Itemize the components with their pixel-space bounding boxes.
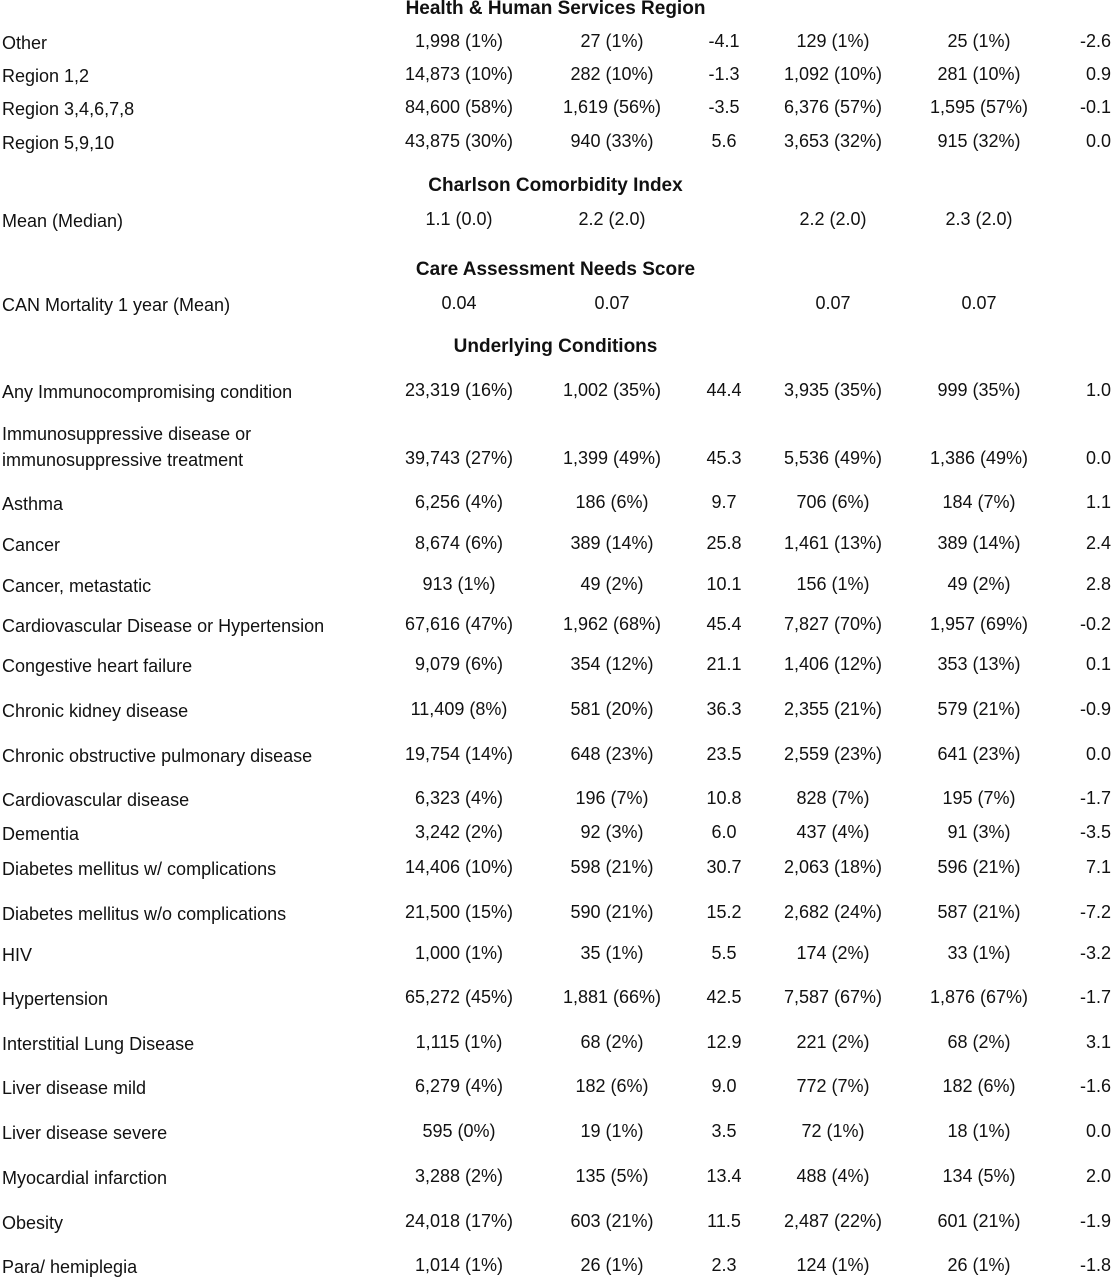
cell-value: 182 (6%) [575, 1076, 649, 1096]
cell-value: 587 (21%) [937, 902, 1021, 922]
cell-value: 1.0 [1085, 380, 1111, 400]
cell-value: -7.2 [1079, 902, 1111, 922]
cell-value: 1,406 (12%) [783, 654, 883, 674]
cell-value: 1,962 (68%) [562, 614, 662, 634]
cell-value: 134 (5%) [942, 1166, 1016, 1186]
row-label: Cancer [2, 535, 61, 555]
cell-value: 19,754 (14%) [404, 744, 514, 764]
cell-value: 11.5 [707, 1211, 741, 1231]
cell-value: -4.1 [708, 31, 740, 51]
cell-value: 221 (2%) [796, 1032, 870, 1052]
cell-value: 30.7 [706, 857, 742, 877]
cell-value: 72 (1%) [801, 1121, 865, 1141]
cell-value: -1.7 [1079, 788, 1111, 808]
cell-value: 2.8 [1085, 574, 1111, 594]
cell-value: 1,002 (35%) [562, 380, 662, 400]
cell-value: 2,682 (24%) [783, 902, 883, 922]
cell-value: 67,616 (47%) [404, 614, 514, 634]
cell-value: 1,957 (69%) [929, 614, 1029, 634]
cell-value: 174 (2%) [796, 943, 870, 963]
row-label: Diabetes mellitus w/ complications [2, 859, 277, 879]
cell-value: 603 (21%) [570, 1211, 654, 1231]
cell-value: 3,288 (2%) [414, 1166, 504, 1186]
cell-value: 2.3 [711, 1255, 737, 1275]
cell-value: 84,600 (58%) [404, 97, 514, 117]
section-heading-can-score: Care Assessment Needs Score [415, 259, 696, 280]
cell-value: 129 (1%) [796, 31, 870, 51]
cell-value: 1,595 (57%) [929, 97, 1029, 117]
cell-value: 124 (1%) [796, 1255, 870, 1275]
cell-value: 9.7 [711, 492, 737, 512]
cell-value: 33 (1%) [947, 943, 1011, 963]
cell-value: 828 (7%) [796, 788, 870, 808]
cell-value: 1,115 (1%) [415, 1032, 503, 1052]
row-label: Interstitial Lung Disease [2, 1034, 195, 1054]
cell-value: 0.07 [594, 293, 630, 313]
cell-value: 354 (12%) [570, 654, 654, 674]
cell-value: 18 (1%) [947, 1121, 1011, 1141]
cell-value: 3,653 (32%) [783, 131, 883, 151]
cell-value: 1,386 (49%) [929, 448, 1029, 468]
cell-value: 2.2 (2.0) [578, 209, 646, 229]
cell-value: 648 (23%) [570, 744, 654, 764]
cell-value: 0.0 [1085, 744, 1111, 764]
cell-value: 21.1 [706, 654, 742, 674]
cell-value: -3.5 [1079, 822, 1111, 842]
cell-value: 43,875 (30%) [404, 131, 514, 151]
cell-value: -0.2 [1079, 614, 1111, 634]
cell-value: 1.1 (0.0) [425, 209, 493, 229]
cell-value: 36.3 [706, 699, 742, 719]
cell-value: -2.6 [1079, 31, 1111, 51]
cell-value: 42.5 [706, 987, 742, 1007]
row-label: Region 5,9,10 [2, 133, 115, 153]
cell-value: 45.3 [706, 448, 742, 468]
cell-value: 2,355 (21%) [783, 699, 883, 719]
cell-value: 282 (10%) [570, 64, 654, 84]
cell-value: 14,406 (10%) [404, 857, 514, 877]
cell-value: 706 (6%) [796, 492, 870, 512]
cell-value: 0.0 [1085, 1121, 1111, 1141]
cell-value: 1,998 (1%) [414, 31, 504, 51]
row-label: Cancer, metastatic [2, 576, 152, 596]
cell-value: 0.9 [1085, 64, 1111, 84]
cell-value: 1,619 (56%) [562, 97, 662, 117]
cell-value: 0.04 [441, 293, 477, 313]
cell-value: 2,559 (23%) [783, 744, 883, 764]
cell-value: 596 (21%) [937, 857, 1021, 877]
cell-value: 23.5 [706, 744, 742, 764]
cell-value: 182 (6%) [942, 1076, 1016, 1096]
section-heading-charlson: Charlson Comorbidity Index [428, 175, 683, 196]
cell-value: 135 (5%) [575, 1166, 649, 1186]
row-label: CAN Mortality 1 year (Mean) [2, 295, 231, 315]
cell-value: 44.4 [706, 380, 742, 400]
cell-value: 196 (7%) [575, 788, 649, 808]
cell-value: 23,319 (16%) [404, 380, 514, 400]
cell-value: 2.4 [1085, 533, 1111, 553]
cell-value: 0.0 [1085, 448, 1111, 468]
cell-value: 27 (1%) [580, 31, 644, 51]
cell-value: 1,881 (66%) [562, 987, 662, 1007]
cell-value: 11,409 (8%) [410, 699, 508, 719]
row-label: Other [2, 33, 48, 53]
cell-value: 601 (21%) [937, 1211, 1021, 1231]
cell-value: 5.5 [711, 943, 737, 963]
cell-value: 1,000 (1%) [414, 943, 504, 963]
cell-value: 21,500 (15%) [404, 902, 514, 922]
cell-value: 2,063 (18%) [783, 857, 883, 877]
cell-value: 590 (21%) [570, 902, 654, 922]
row-label: Liver disease mild [2, 1078, 147, 1098]
cell-value: 2.2 (2.0) [799, 209, 867, 229]
cell-value: 3,242 (2%) [414, 822, 504, 842]
row-label: Chronic kidney disease [2, 701, 189, 721]
cell-value: 10.1 [706, 574, 742, 594]
cell-value: -1.8 [1079, 1255, 1111, 1275]
cell-value: 772 (7%) [796, 1076, 870, 1096]
cell-value: 8,674 (6%) [414, 533, 504, 553]
cell-value: 9,079 (6%) [414, 654, 504, 674]
row-label: Dementia [2, 824, 80, 844]
cell-value: 595 (0%) [422, 1121, 496, 1141]
cell-value: 581 (20%) [570, 699, 654, 719]
row-label: Congestive heart failure [2, 656, 193, 676]
cell-value: 26 (1%) [947, 1255, 1011, 1275]
cell-value: 7,587 (67%) [783, 987, 883, 1007]
cell-value: 3,935 (35%) [783, 380, 883, 400]
cell-value: 9.0 [711, 1076, 737, 1096]
cell-value: 156 (1%) [796, 574, 870, 594]
cell-value: 35 (1%) [580, 943, 644, 963]
cell-value: -0.1 [1079, 97, 1111, 117]
cell-value: 49 (2%) [580, 574, 644, 594]
cell-value: 913 (1%) [422, 574, 496, 594]
row-label: Chronic obstructive pulmonary disease [2, 746, 313, 766]
cell-value: -3.5 [708, 97, 740, 117]
cell-value: 19 (1%) [580, 1121, 644, 1141]
cell-value: 5,536 (49%) [783, 448, 883, 468]
cell-value: 92 (3%) [580, 822, 644, 842]
cell-value: 14,873 (10%) [404, 64, 514, 84]
cell-value: 3.1 [1085, 1032, 1111, 1052]
row-label: immunosuppressive treatment [2, 450, 244, 470]
cell-value: 3.5 [711, 1121, 737, 1141]
cell-value: 281 (10%) [937, 64, 1021, 84]
cell-value: 195 (7%) [942, 788, 1016, 808]
row-label: Myocardial infarction [2, 1168, 168, 1188]
cell-value: 2.0 [1085, 1166, 1111, 1186]
cell-value: 437 (4%) [796, 822, 870, 842]
row-label: HIV [2, 945, 33, 965]
cell-value: 1,461 (13%) [783, 533, 883, 553]
cell-value: 1,014 (1%) [414, 1255, 504, 1275]
section-heading-underlying-conditions: Underlying Conditions [453, 336, 658, 357]
row-label: Obesity [2, 1213, 64, 1233]
cell-value: 0.1 [1085, 654, 1111, 674]
cell-value: 6,376 (57%) [783, 97, 883, 117]
cell-value: -1.7 [1079, 987, 1111, 1007]
cell-value: 10.8 [706, 788, 742, 808]
cell-value: 1,876 (67%) [929, 987, 1029, 1007]
cell-value: 579 (21%) [937, 699, 1021, 719]
row-label: Immunosuppressive disease or [2, 424, 252, 444]
cell-value: 15.2 [706, 902, 742, 922]
row-label: Region 1,2 [2, 66, 90, 86]
row-label: Cardiovascular Disease or Hypertension [2, 616, 325, 636]
row-label: Diabetes mellitus w/o complications [2, 904, 287, 924]
cell-value: 45.4 [706, 614, 742, 634]
row-label: Asthma [2, 494, 64, 514]
cell-value: 0.0 [1085, 131, 1111, 151]
cell-value: 6,323 (4%) [414, 788, 504, 808]
cell-value: 0.07 [815, 293, 851, 313]
cell-value: 2.3 (2.0) [945, 209, 1013, 229]
cell-value: 24,018 (17%) [404, 1211, 514, 1231]
row-label: Liver disease severe [2, 1123, 168, 1143]
cell-value: -3.2 [1079, 943, 1111, 963]
cell-value: 39,743 (27%) [404, 448, 514, 468]
cell-value: 1.1 [1085, 492, 1111, 512]
cell-value: 940 (33%) [570, 131, 654, 151]
cell-value: 389 (14%) [937, 533, 1021, 553]
row-label: Region 3,4,6,7,8 [2, 99, 135, 119]
cell-value: 1,092 (10%) [783, 64, 883, 84]
section-heading-hhs-region: Health & Human Services Region [405, 0, 706, 19]
cell-value: 12.9 [706, 1032, 742, 1052]
cell-value: 6,279 (4%) [414, 1076, 504, 1096]
row-label: Mean (Median) [2, 211, 124, 231]
cell-value: 7,827 (70%) [783, 614, 883, 634]
row-label: Any Immunocompromising condition [2, 382, 293, 402]
cell-value: 65,272 (45%) [404, 987, 514, 1007]
cell-value: 641 (23%) [937, 744, 1021, 764]
cell-value: 6,256 (4%) [414, 492, 504, 512]
cell-value: -1.3 [708, 64, 740, 84]
cell-value: 7.1 [1085, 857, 1111, 877]
cell-value: 915 (32%) [937, 131, 1021, 151]
cell-value: 184 (7%) [942, 492, 1016, 512]
cell-value: 598 (21%) [570, 857, 654, 877]
cell-value: 186 (6%) [575, 492, 649, 512]
cell-value: 26 (1%) [580, 1255, 644, 1275]
cell-value: 68 (2%) [947, 1032, 1011, 1052]
cell-value: 25.8 [706, 533, 742, 553]
cell-value: 488 (4%) [796, 1166, 870, 1186]
cell-value: 91 (3%) [947, 822, 1011, 842]
cell-value: -1.6 [1079, 1076, 1111, 1096]
row-label: Hypertension [2, 989, 109, 1009]
cell-value: -1.9 [1079, 1211, 1111, 1231]
cell-value: -0.9 [1079, 699, 1111, 719]
cell-value: 13.4 [706, 1166, 742, 1186]
cell-value: 6.0 [711, 822, 737, 842]
cell-value: 1,399 (49%) [562, 448, 662, 468]
cell-value: 68 (2%) [580, 1032, 644, 1052]
cell-value: 0.07 [961, 293, 997, 313]
row-label: Cardiovascular disease [2, 790, 190, 810]
cell-value: 49 (2%) [947, 574, 1011, 594]
row-label: Para/ hemiplegia [2, 1257, 138, 1277]
cell-value: 353 (13%) [937, 654, 1021, 674]
cell-value: 5.6 [711, 131, 737, 151]
cell-value: 25 (1%) [947, 31, 1011, 51]
cell-value: 2,487 (22%) [783, 1211, 883, 1231]
cell-value: 999 (35%) [937, 380, 1021, 400]
cell-value: 389 (14%) [570, 533, 654, 553]
